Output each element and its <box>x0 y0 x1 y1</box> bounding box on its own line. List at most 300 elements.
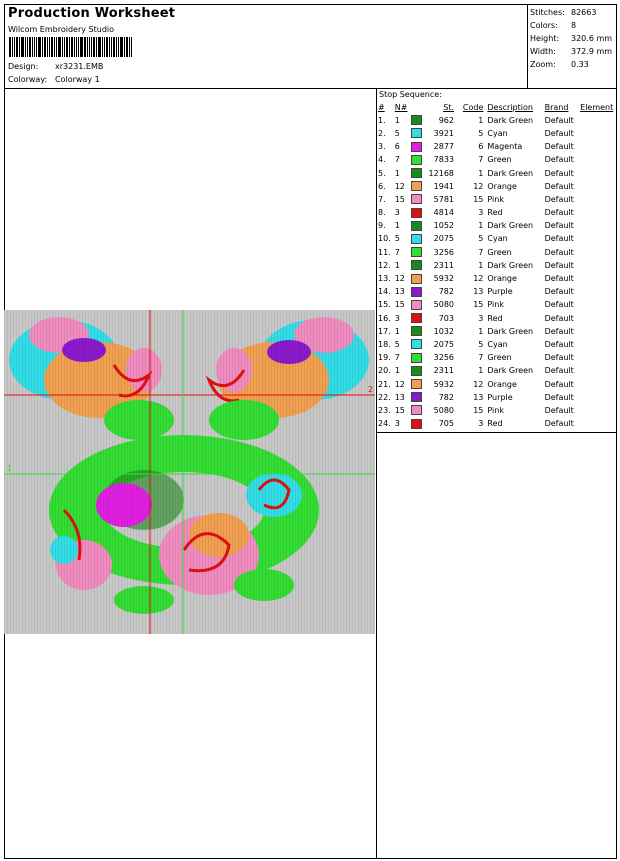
barcode-bar <box>29 37 31 57</box>
col-header-description: Description <box>487 102 533 112</box>
row-code: 7 <box>478 353 484 363</box>
row-stitches: 1052 <box>433 221 454 231</box>
row-element <box>580 127 616 140</box>
row-needle: 15 <box>394 300 405 310</box>
row-element <box>580 259 616 272</box>
stop-sequence-panel <box>376 89 616 858</box>
row-swatch <box>411 141 424 154</box>
row-needle: 1 <box>394 115 400 125</box>
row-brand: Default <box>544 181 574 191</box>
barcode-bar <box>9 37 11 57</box>
barcode-bar <box>51 37 53 57</box>
design-value: xr3231.EMB <box>55 62 104 71</box>
row-swatch <box>411 418 424 431</box>
barcode-bar <box>104 37 105 57</box>
stop-sequence-title: Stop Sequence: <box>379 90 442 99</box>
row-number: 1. <box>378 115 386 125</box>
row-number: 9. <box>378 221 386 231</box>
design-preview <box>4 310 375 634</box>
table-row <box>378 141 616 154</box>
row-number: 4. <box>378 155 386 165</box>
row-stitches: 3256 <box>433 247 454 257</box>
row-code: 13 <box>473 392 484 402</box>
barcode-bar <box>19 37 20 57</box>
col-header-needle: N# <box>394 102 408 112</box>
row-number: 6. <box>378 181 386 191</box>
row-needle: 1 <box>394 366 400 376</box>
row-description: Cyan <box>487 234 508 244</box>
row-number: 19. <box>378 353 391 363</box>
table-row <box>378 233 616 246</box>
barcode-bar <box>120 37 123 57</box>
row-element <box>580 207 616 220</box>
table-row <box>378 418 616 431</box>
row-brand: Default <box>544 247 574 257</box>
row-description: Dark Green <box>487 221 534 231</box>
row-brand: Default <box>544 300 574 310</box>
row-stitches: 703 <box>438 313 454 323</box>
barcode-bar <box>42 37 43 57</box>
color-swatch <box>411 300 422 310</box>
table-row <box>378 272 616 285</box>
page-title: Production Worksheet <box>8 6 176 21</box>
barcode-bar <box>27 37 28 57</box>
row-code: 6 <box>478 142 484 152</box>
row-code: 12 <box>473 274 484 284</box>
barcode-bar <box>49 37 50 57</box>
row-number: 24. <box>378 419 391 429</box>
row-description: Red <box>487 208 503 218</box>
row-description: Purple <box>487 287 513 297</box>
barcode-bar <box>76 37 77 57</box>
barcode-bar <box>109 37 110 57</box>
row-brand: Default <box>544 260 574 270</box>
row-needle: 3 <box>394 419 400 429</box>
row-stitches: 5781 <box>433 194 454 204</box>
table-row <box>378 378 616 391</box>
row-swatch <box>411 365 424 378</box>
row-description: Green <box>487 155 512 165</box>
barcode-bar <box>131 37 132 57</box>
row-needle: 15 <box>394 194 405 204</box>
table-row <box>378 193 616 206</box>
barcode-bar <box>78 37 79 57</box>
row-stitches: 2311 <box>433 366 454 376</box>
row-brand: Default <box>544 115 574 125</box>
row-description: Red <box>487 313 503 323</box>
barcode-bar <box>74 37 75 57</box>
row-needle: 3 <box>394 313 400 323</box>
row-description: Purple <box>487 392 513 402</box>
row-number: 16. <box>378 313 391 323</box>
row-stitches: 4814 <box>433 208 454 218</box>
row-brand: Default <box>544 287 574 297</box>
barcode-bar <box>89 37 90 57</box>
row-brand: Default <box>544 128 574 138</box>
row-brand: Default <box>544 221 574 231</box>
barcode-bar <box>62 37 63 57</box>
stats-panel <box>528 5 616 89</box>
row-number: 22. <box>378 392 391 402</box>
barcode-bar <box>36 37 37 57</box>
row-number: 14. <box>378 287 391 297</box>
row-needle: 15 <box>394 405 405 415</box>
row-number: 10. <box>378 234 391 244</box>
row-swatch <box>411 220 424 233</box>
barcode-bar <box>126 37 128 57</box>
barcode-bar <box>56 37 57 57</box>
row-needle: 1 <box>394 168 400 178</box>
row-code: 3 <box>478 419 484 429</box>
color-swatch <box>411 287 422 297</box>
table-row <box>378 325 616 338</box>
barcode-bar <box>32 37 33 57</box>
barcode <box>9 37 133 57</box>
row-brand: Default <box>544 274 574 284</box>
row-description: Orange <box>487 274 517 284</box>
row-element <box>580 114 616 127</box>
row-swatch <box>411 114 424 127</box>
height-stat: Height: 320.6 mm <box>530 34 613 43</box>
barcode-bar <box>87 37 88 57</box>
colorway-value: Colorway 1 <box>55 75 100 84</box>
row-description: Green <box>487 353 512 363</box>
row-number: 7. <box>378 194 386 204</box>
row-brand: Default <box>544 392 574 402</box>
row-brand: Default <box>544 419 574 429</box>
row-element <box>580 180 616 193</box>
row-code: 1 <box>478 260 484 270</box>
table-row <box>378 286 616 299</box>
color-swatch <box>411 234 422 244</box>
table-row <box>378 207 616 220</box>
row-description: Green <box>487 247 512 257</box>
barcode-bar <box>116 37 117 57</box>
row-needle: 6 <box>394 142 400 152</box>
row-number: 18. <box>378 339 391 349</box>
row-code: 1 <box>478 115 484 125</box>
row-number: 5. <box>378 168 386 178</box>
row-code: 15 <box>473 405 484 415</box>
color-swatch <box>411 260 422 270</box>
barcode-bar <box>64 37 65 57</box>
barcode-bar <box>44 37 46 57</box>
table-row <box>378 114 616 127</box>
row-needle: 1 <box>394 260 400 270</box>
table-row <box>378 180 616 193</box>
row-code: 5 <box>478 128 484 138</box>
color-swatch <box>411 128 422 138</box>
row-number: 2. <box>378 128 386 138</box>
row-description: Dark Green <box>487 115 534 125</box>
colors-stat: Colors: 8 <box>530 21 577 30</box>
row-number: 11. <box>378 247 391 257</box>
row-number: 3. <box>378 142 386 152</box>
barcode-bar <box>124 37 125 57</box>
row-description: Cyan <box>487 128 508 138</box>
row-needle: 13 <box>394 287 405 297</box>
row-brand: Default <box>544 168 574 178</box>
row-stitches: 5932 <box>433 274 454 284</box>
row-swatch <box>411 207 424 220</box>
col-header-brand: Brand <box>544 102 569 112</box>
col-header-element: Element <box>580 102 614 112</box>
barcode-bar <box>96 37 97 57</box>
row-stitches: 5080 <box>433 405 454 415</box>
table-row <box>378 127 616 140</box>
row-needle: 5 <box>394 234 400 244</box>
row-swatch <box>411 127 424 140</box>
row-code: 5 <box>478 234 484 244</box>
row-swatch <box>411 325 424 338</box>
table-row <box>378 299 616 312</box>
row-stitches: 782 <box>438 392 454 402</box>
table-row <box>378 220 616 233</box>
row-needle: 7 <box>394 247 400 257</box>
row-stitches: 3921 <box>433 128 454 138</box>
row-stitches: 5080 <box>433 300 454 310</box>
color-swatch <box>411 339 422 349</box>
row-needle: 12 <box>394 274 405 284</box>
row-swatch <box>411 286 424 299</box>
row-element <box>580 220 616 233</box>
barcode-bar <box>93 37 95 57</box>
color-swatch <box>411 326 422 336</box>
design-row <box>8 62 103 71</box>
row-stitches: 2075 <box>433 234 454 244</box>
row-stitches: 782 <box>438 287 454 297</box>
col-header-code: Code <box>462 102 484 112</box>
barcode-bar <box>80 37 83 57</box>
row-code: 15 <box>473 300 484 310</box>
color-swatch <box>411 142 422 152</box>
row-description: Red <box>487 419 503 429</box>
table-row <box>378 246 616 259</box>
color-swatch <box>411 313 422 323</box>
row-description: Pink <box>487 194 504 204</box>
row-number: 17. <box>378 326 391 336</box>
row-brand: Default <box>544 379 574 389</box>
row-description: Dark Green <box>487 366 534 376</box>
row-swatch <box>411 299 424 312</box>
color-swatch <box>411 155 422 165</box>
row-code: 3 <box>478 313 484 323</box>
row-code: 15 <box>473 194 484 204</box>
row-needle: 5 <box>394 339 400 349</box>
color-swatch <box>411 353 422 363</box>
row-code: 3 <box>478 208 484 218</box>
barcode-bar <box>113 37 115 57</box>
color-swatch <box>411 392 422 402</box>
row-description: Pink <box>487 300 504 310</box>
row-needle: 12 <box>394 379 405 389</box>
table-row <box>378 312 616 325</box>
barcode-bar <box>47 37 48 57</box>
row-element <box>580 246 616 259</box>
row-swatch <box>411 233 424 246</box>
row-swatch <box>411 312 424 325</box>
barcode-bar <box>71 37 73 57</box>
row-stitches: 1941 <box>433 181 454 191</box>
barcode-bar <box>34 37 35 57</box>
row-description: Orange <box>487 181 517 191</box>
row-description: Pink <box>487 405 504 415</box>
color-swatch <box>411 247 422 257</box>
row-swatch <box>411 378 424 391</box>
row-element <box>580 404 616 417</box>
barcode-bar <box>91 37 92 57</box>
row-stitches: 962 <box>438 115 454 125</box>
barcode-bar <box>25 37 26 57</box>
row-element <box>580 391 616 404</box>
barcode-bar <box>14 37 15 57</box>
row-brand: Default <box>544 339 574 349</box>
row-element <box>580 233 616 246</box>
row-code: 1 <box>478 326 484 336</box>
table-row <box>378 154 616 167</box>
row-brand: Default <box>544 313 574 323</box>
row-swatch <box>411 180 424 193</box>
row-swatch <box>411 193 424 206</box>
row-element <box>580 167 616 180</box>
row-brand: Default <box>544 366 574 376</box>
row-description: Dark Green <box>487 326 534 336</box>
color-swatch <box>411 379 422 389</box>
row-stitches: 12168 <box>428 168 454 178</box>
row-element <box>580 378 616 391</box>
row-needle: 7 <box>394 155 400 165</box>
barcode-bar <box>111 37 112 57</box>
table-row <box>378 259 616 272</box>
row-swatch <box>411 154 424 167</box>
row-needle: 13 <box>394 392 405 402</box>
row-code: 12 <box>473 181 484 191</box>
row-number: 12. <box>378 260 391 270</box>
row-needle: 7 <box>394 353 400 363</box>
color-swatch <box>411 181 422 191</box>
row-needle: 3 <box>394 208 400 218</box>
row-brand: Default <box>544 194 574 204</box>
row-description: Dark Green <box>487 260 534 270</box>
header-info <box>5 5 528 89</box>
barcode-bar <box>118 37 119 57</box>
row-stitches: 2877 <box>433 142 454 152</box>
color-swatch <box>411 419 422 429</box>
row-stitches: 7833 <box>433 155 454 165</box>
row-swatch <box>411 338 424 351</box>
row-code: 5 <box>478 339 484 349</box>
software-name: Wilcom Embroidery Studio <box>8 25 115 34</box>
row-number: 23. <box>378 405 391 415</box>
green-axis-label: 1 <box>7 464 13 473</box>
barcode-bar <box>66 37 68 57</box>
row-description: Orange <box>487 379 517 389</box>
row-element <box>580 325 616 338</box>
barcode-bar <box>58 37 61 57</box>
row-element <box>580 352 616 365</box>
row-number: 8. <box>378 208 386 218</box>
row-brand: Default <box>544 155 574 165</box>
row-code: 7 <box>478 247 484 257</box>
table-row <box>378 365 616 378</box>
row-stitches: 3256 <box>433 353 454 363</box>
col-header-stitches: St. <box>443 102 454 112</box>
row-brand: Default <box>544 326 574 336</box>
row-code: 1 <box>478 168 484 178</box>
row-brand: Default <box>544 234 574 244</box>
row-number: 21. <box>378 379 391 389</box>
width-stat: Width: 372.9 mm <box>530 47 613 56</box>
row-swatch <box>411 167 424 180</box>
barcode-bar <box>102 37 103 57</box>
row-element <box>580 141 616 154</box>
row-swatch <box>411 272 424 285</box>
zoom-stat: Zoom: 0.33 <box>530 60 589 69</box>
col-header-number: # <box>378 102 385 112</box>
color-swatch <box>411 405 422 415</box>
colorway-label: Colorway: <box>8 75 48 84</box>
panel-divider <box>377 432 616 433</box>
row-element <box>580 365 616 378</box>
row-stitches: 705 <box>438 419 454 429</box>
barcode-bar <box>54 37 55 57</box>
row-needle: 1 <box>394 221 400 231</box>
row-brand: Default <box>544 353 574 363</box>
barcode-bar <box>129 37 130 57</box>
row-swatch <box>411 259 424 272</box>
row-element <box>580 193 616 206</box>
row-needle: 1 <box>394 326 400 336</box>
color-swatch <box>411 168 422 178</box>
row-swatch <box>411 246 424 259</box>
row-element <box>580 286 616 299</box>
row-stitches: 2075 <box>433 339 454 349</box>
row-code: 7 <box>478 155 484 165</box>
barcode-bar <box>84 37 86 57</box>
row-number: 15. <box>378 300 391 310</box>
colorway-row <box>8 75 100 84</box>
row-description: Dark Green <box>487 168 534 178</box>
barcode-bar <box>98 37 101 57</box>
row-stitches: 5932 <box>433 379 454 389</box>
row-stitches: 1032 <box>433 326 454 336</box>
stitches-stat: Stitches: 82663 <box>530 8 597 17</box>
row-stitches: 2311 <box>433 260 454 270</box>
barcode-bar <box>21 37 24 57</box>
row-description: Magenta <box>487 142 523 152</box>
color-swatch <box>411 194 422 204</box>
barcode-bar <box>16 37 18 57</box>
color-swatch <box>411 208 422 218</box>
barcode-bar <box>69 37 70 57</box>
design-label: Design: <box>8 62 39 71</box>
table-row <box>378 338 616 351</box>
row-code: 1 <box>478 366 484 376</box>
row-needle: 12 <box>394 181 405 191</box>
barcode-bar <box>38 37 41 57</box>
row-number: 20. <box>378 366 391 376</box>
row-swatch <box>411 391 424 404</box>
color-swatch <box>411 274 422 284</box>
row-element <box>580 299 616 312</box>
col-header-swatch <box>411 101 424 114</box>
stop-sequence-table <box>378 101 616 431</box>
color-swatch <box>411 115 422 125</box>
worksheet-frame <box>4 4 617 859</box>
embroidery-design-image <box>4 310 375 634</box>
table-header-row <box>378 101 616 114</box>
barcode-bar <box>106 37 108 57</box>
